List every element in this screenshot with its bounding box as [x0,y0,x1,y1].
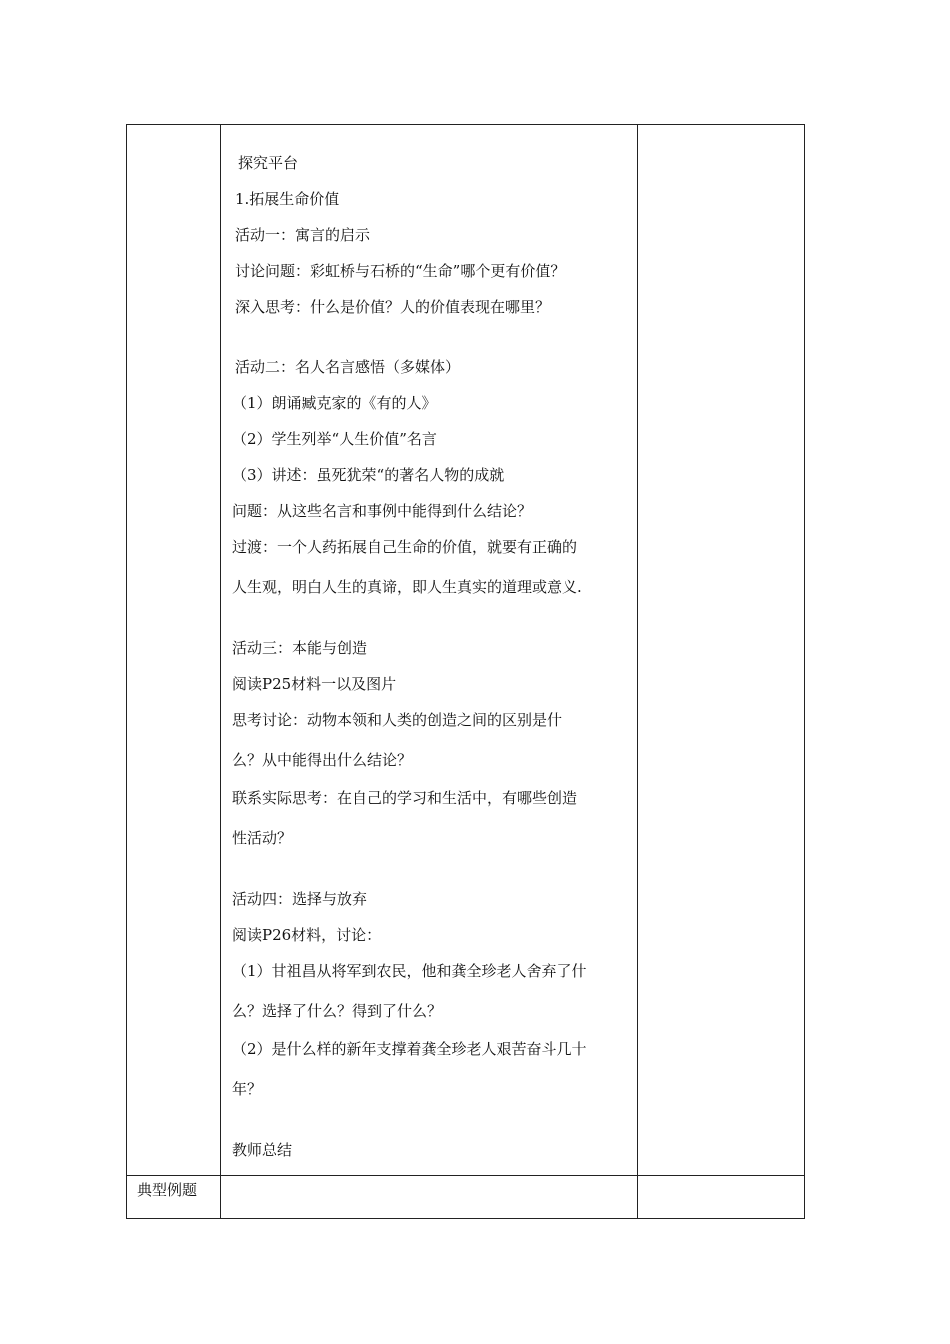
activity-heading: 活动四：选择与放弃 [232,890,368,908]
table-left-border [126,124,127,1219]
content-line: （1）朗诵臧克家的《有的人》 [232,394,437,412]
activity-heading: 活动一：寓言的启示 [235,226,371,244]
content-line: 么？选择了什么？得到了什么？ [232,1002,443,1020]
content-line: 讨论问题：彩虹桥与石桥的“生命”哪个更有价值？ [235,262,566,280]
content-line: 年？ [232,1080,263,1098]
content-line: （2）是什么样的新年支撑着龚全珍老人艰苦奋斗几十 [232,1040,587,1058]
content-line: 过渡：一个人药拓展自己生命的价值，就要有正确的 [232,538,578,556]
activity-heading: 活动三：本能与创造 [232,639,368,657]
table-column-divider-2 [637,124,638,1219]
table-top-border [126,124,805,125]
content-line: 么？从中能得出什么结论？ [232,751,413,769]
content-line: （2）学生列举“人生价值”名言 [232,430,437,448]
content-line: 深入思考：什么是价值？人的价值表现在哪里？ [235,298,551,316]
content-line: 思考讨论：动物本领和人类的创造之间的区别是什 [232,711,563,729]
content-line: 联系实际思考：在自己的学习和生活中，有哪些创造 [232,789,578,807]
content-line: （3）讲述：虽死犹荣“的著名人物的成就 [232,466,505,484]
topic-heading: 1.拓展生命价值 [235,190,340,208]
activity-heading: 活动二：名人名言感悟（多媒体） [235,358,461,376]
table-column-divider-1 [220,124,221,1219]
content-line: 问题：从这些名言和事例中能得到什么结论？ [232,502,533,520]
table-row-divider [126,1175,805,1176]
section-heading: 探究平台 [238,154,299,172]
content-line: 阅读P25材料一以及图片 [232,675,397,693]
content-line: 人生观，明白人生的真谛，即人生真实的道理或意义. [232,578,582,596]
content-line: 阅读P26材料，讨论： [232,926,382,944]
content-line: 性活动？ [232,829,293,847]
table-right-border [804,124,805,1219]
content-line: （1）甘祖昌从将军到农民，他和龚全珍老人舍弃了什 [232,962,587,980]
typical-example-label: 典型例题 [137,1181,198,1199]
teacher-summary: 教师总结 [232,1141,293,1159]
table-bottom-border [126,1218,805,1219]
